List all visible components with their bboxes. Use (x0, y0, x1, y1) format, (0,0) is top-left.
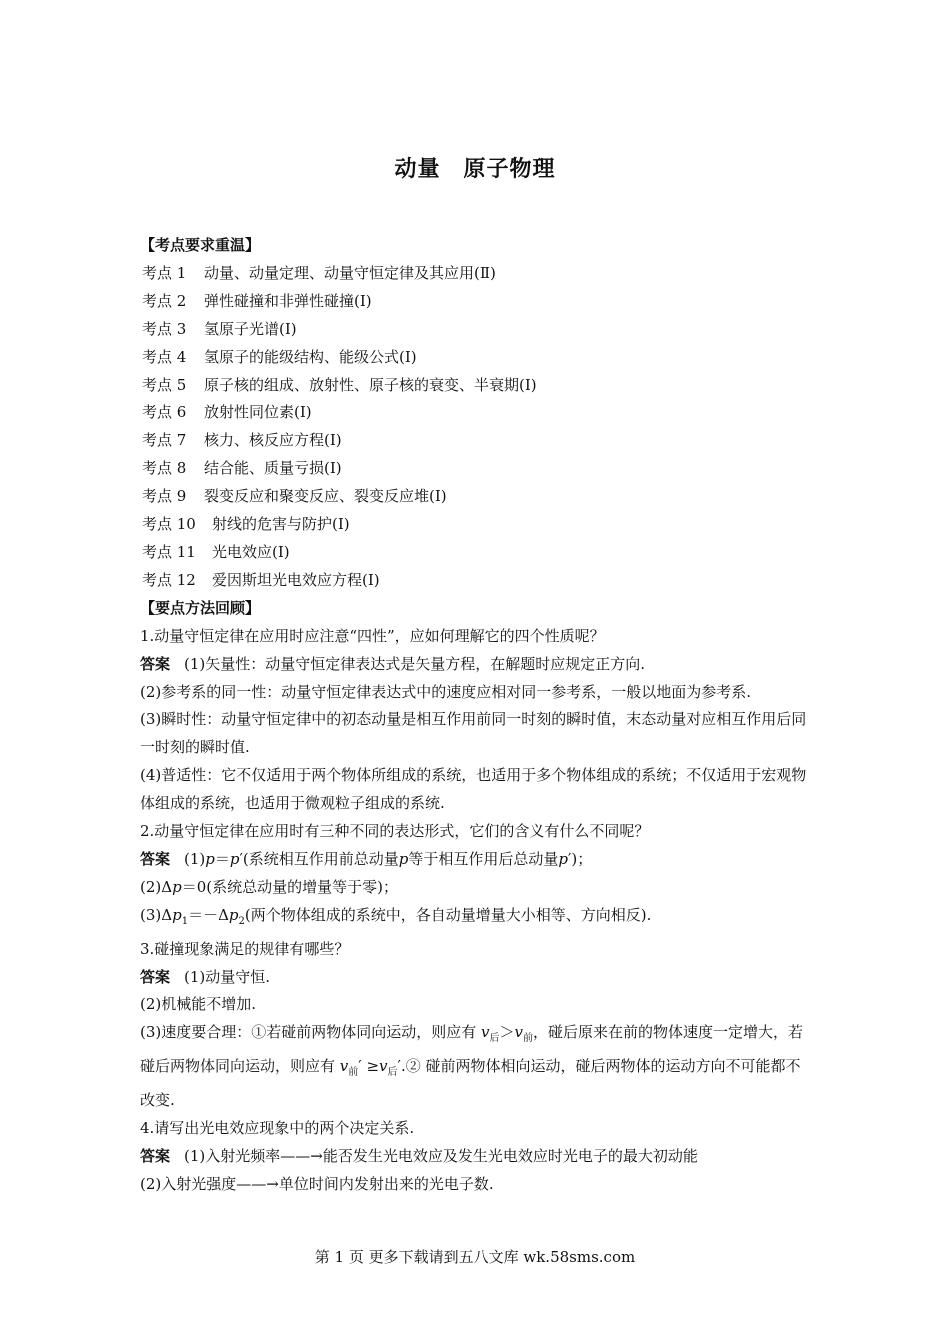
formula-subscript: 2 (238, 915, 245, 927)
answer-1-part-3: (3)瞬时性：动量守恒定律中的初态动量是相互作用前同一时刻的瞬时值，末态动量对应相互作用后同一时刻的瞬时值. (140, 710, 807, 757)
answer-4-part-2: (2)入射光强度——→单位时间内发射出来的光电子数. (140, 1174, 494, 1193)
kaodian-item (140, 288, 812, 316)
velocity-subscript: 后 (387, 1067, 398, 1079)
formula-subscript: 1 (181, 915, 189, 927)
answer-text: (1)入射光频率——→能否发生光电效应及发生光电效应时光电子的最大初动能 (184, 1147, 698, 1165)
answer-1-part-2: (2)参考系的同一性：动量守恒定律表达式中的速度应相对同一参考系，一般以地面为参考系. (140, 682, 752, 701)
answer-2-part-2 (140, 874, 812, 902)
velocity-subscript: 前 (348, 1067, 359, 1079)
question-2: 2.动量守恒定律在应用时有三种不同的表达形式，它们的含义有什么不同呢？ (140, 822, 650, 841)
answer-1-part-1 (140, 651, 812, 679)
question-3: 3.碰撞现象满足的规律有哪些？ (140, 939, 350, 958)
formula-text: 等于相互作用后总动量 (408, 849, 559, 868)
kaodian-item (140, 372, 812, 400)
kaodian-text: 氢原子的能级结构、能级公式(Ⅰ) (204, 347, 417, 366)
formula-text: (两个物体组成的系统中，各自动量增量大小相等、方向相反). (244, 905, 652, 924)
formula-text: (2)Δ (140, 877, 173, 896)
answer-text: ′ (397, 1057, 401, 1076)
kaodian-item (140, 539, 812, 567)
formula-symbol: p (172, 905, 182, 924)
formula-text: (1) (184, 849, 206, 868)
answer-4-part-1 (140, 1143, 812, 1171)
answer-3-part-2: (2)机械能不增加. (140, 995, 257, 1014)
kaodian-number: 考点 6 (142, 403, 187, 422)
answer-text: ＞ (499, 1023, 515, 1042)
formula-symbol: p (228, 905, 239, 924)
kaodian-number: 考点 8 (142, 459, 187, 478)
document-title: 动量 原子物理 (394, 157, 556, 182)
formula-text: (3)Δ (140, 905, 173, 924)
kaodian-item (140, 316, 812, 344)
kaodian-text: 光电效应(Ⅰ) (212, 542, 290, 561)
kaodian-list (140, 260, 812, 595)
kaodian-text: 氢原子光谱(Ⅰ) (204, 319, 297, 338)
velocity-symbol: v (514, 1023, 524, 1042)
formula-symbol: p (172, 877, 182, 896)
formula-symbol: p (558, 849, 568, 868)
answer-label: 答案 (140, 849, 171, 868)
section-heading-kaodian: 【考点要求重温】 (140, 236, 261, 254)
kaodian-number: 考点 12 (142, 570, 196, 589)
section-heading-review: 【要点方法回顾】 (140, 598, 261, 617)
velocity-subscript: 后 (489, 1033, 500, 1045)
answer-text: ，碰后原来在前的物体速度一定增大，若碰后两物体同向运动，则应有 (140, 1023, 804, 1076)
kaodian-number: 考点 5 (142, 375, 187, 394)
answer-text: (1)动量守恒. (184, 967, 271, 986)
velocity-symbol: v (339, 1057, 349, 1076)
formula-text: ′ (239, 849, 243, 868)
kaodian-text: 射线的危害与防护(Ⅰ) (212, 515, 350, 534)
answer-text: .② 碰前两物体相向运动，碰后两物体的运动方向不可能都不改变. (140, 1057, 801, 1110)
answer-text: ≥ (366, 1057, 380, 1076)
kaodian-number: 考点 3 (142, 319, 187, 338)
formula-text: ＝0(系统总动量的增量等于零)； (181, 877, 398, 896)
kaodian-number: 考点 10 (142, 515, 196, 534)
kaodian-item (140, 427, 812, 455)
kaodian-item (140, 399, 812, 427)
answer-3-part-3 (140, 1019, 812, 1115)
answer-text: ′ (358, 1057, 362, 1076)
kaodian-item (140, 344, 812, 372)
question-1: 1.动量守恒定律在应用时应注意“四性”，应如何理解它的四个性质呢？ (140, 626, 605, 645)
formula-symbol: p (229, 849, 240, 868)
kaodian-item (140, 455, 812, 483)
kaodian-text: 动量、动量定理、动量守恒定律及其应用(Ⅱ) (204, 263, 496, 282)
answer-label: 答案 (140, 654, 171, 673)
formula-symbol: p (398, 849, 409, 868)
kaodian-item (140, 511, 812, 539)
kaodian-text: 放射性同位素(Ⅰ) (204, 403, 312, 422)
velocity-symbol: v (481, 1023, 490, 1042)
kaodian-number: 考点 9 (142, 487, 187, 506)
answer-label: 答案 (140, 967, 171, 986)
velocity-symbol: v (379, 1057, 388, 1076)
formula-text: ′)； (568, 849, 593, 868)
kaodian-item (140, 483, 812, 511)
answer-text: (3)速度要合理：①若碰前两物体同向运动，则应有 (140, 1023, 477, 1042)
answer-1-part-4: (4)普适性：它不仅适用于两个物体所组成的系统，也适用于多个物体组成的系统；不仅适用于宏观物体组成的系统，也适用于微观粒子组成的系统. (140, 766, 807, 813)
kaodian-text: 原子核的组成、放射性、原子核的衰变、半衰期(Ⅰ) (204, 375, 537, 394)
velocity-subscript: 前 (523, 1033, 534, 1045)
answer-3-part-1 (140, 964, 812, 992)
answer-2-part-3 (140, 902, 812, 936)
kaodian-text: 结合能、质量亏损(Ⅰ) (204, 459, 342, 478)
kaodian-number: 考点 2 (142, 291, 187, 310)
kaodian-text: 爱因斯坦光电效应方程(Ⅰ) (212, 570, 380, 589)
answer-2-part-1 (140, 846, 812, 874)
kaodian-number: 考点 11 (142, 542, 196, 561)
kaodian-item (140, 567, 812, 595)
answer-label: 答案 (140, 1147, 171, 1165)
kaodian-text: 核力、核反应方程(Ⅰ) (204, 431, 342, 450)
question-4: 4.请写出光电效应现象中的两个决定关系. (140, 1119, 415, 1138)
kaodian-number: 考点 1 (142, 263, 187, 282)
formula-text: ＝ (214, 849, 230, 868)
kaodian-number: 考点 7 (142, 431, 187, 450)
formula-text: ＝－Δ (188, 905, 229, 924)
formula-symbol: p (205, 849, 215, 868)
formula-text: (系统相互作用前总动量 (242, 849, 399, 868)
page-footer: 第 1 页 更多下载请到五八文库 wk.58sms.com (314, 1248, 636, 1266)
kaodian-text: 裂变反应和聚变反应、裂变反应堆(Ⅰ) (204, 487, 447, 506)
kaodian-number: 考点 4 (142, 347, 187, 366)
kaodian-text: 弹性碰撞和非弹性碰撞(Ⅰ) (204, 291, 372, 310)
kaodian-item (140, 260, 812, 288)
document-body (140, 232, 812, 1199)
answer-text: (1)矢量性：动量守恒定律表达式是矢量方程，在解题时应规定正方向. (184, 654, 646, 673)
